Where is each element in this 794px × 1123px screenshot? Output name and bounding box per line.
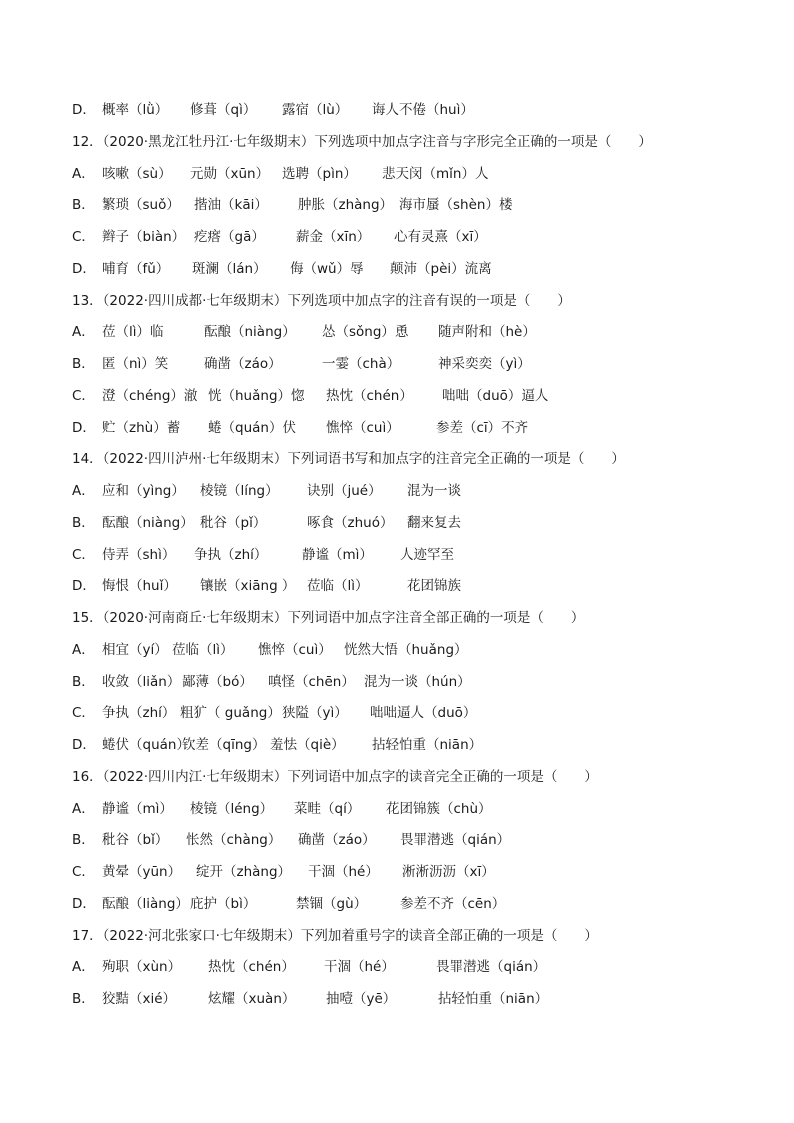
option-term: 匿（nì）笑 <box>102 356 169 372</box>
option-term: 怅然（chàng） <box>186 832 282 849</box>
option-term: 拈轻怕重（niān） <box>438 991 549 1007</box>
option-term: 收敛（liǎn） <box>102 673 181 690</box>
option-term: 酝酿（niàng） <box>204 324 296 341</box>
option-term: 修葺（qì） <box>190 102 257 118</box>
option-term: 诀别（jué） <box>307 483 382 499</box>
question-stem <box>72 131 652 153</box>
question-text: 17．（2022·河北张家口·七年级期末）下列加着重号字的读音全部正确的一项是（ ） <box>72 927 598 944</box>
option-term: 干涸（hé） <box>308 864 379 880</box>
option-term: 颠沛（pèi）流离 <box>390 260 492 277</box>
option-label: D． <box>72 102 96 118</box>
option-term: 钦差（qīng） <box>182 737 266 753</box>
option-term: 相宜（yí） <box>102 641 168 658</box>
option-term: 元勋（xūn） <box>190 165 270 182</box>
option-term: 憔悴（cuì） <box>258 641 332 658</box>
option-term: 畏罪潜逃（qián） <box>400 832 511 849</box>
option-label: A． <box>72 165 95 182</box>
option-term: 热忱（chén） <box>326 387 413 404</box>
option-term: 镶嵌（xiāng ） <box>200 578 296 595</box>
option-term: 心有灵熹（xī） <box>394 229 487 245</box>
option-term: 咳嗽（sù） <box>102 165 172 182</box>
option-term: 嗔怪（chēn） <box>268 673 355 690</box>
option-term: 花团锦族 <box>407 578 461 595</box>
option-term: 揩油（kāi） <box>194 197 268 214</box>
option-term: 悔恨（huǐ） <box>102 578 177 595</box>
option-label: D． <box>72 419 96 436</box>
option-term: 侮（wǔ）辱 <box>290 260 364 277</box>
option-term: 狭隘（yì） <box>282 705 348 722</box>
option-label: C． <box>72 546 95 563</box>
option-term: 羞怯（qiè） <box>270 737 345 753</box>
option-term: 争执（zhí） <box>102 705 176 722</box>
option-term: 狡黠（xié） <box>102 991 177 1007</box>
question-text: 13．（2022·四川成都·七年级期末）下列选项中加点字的注音有误的一项是（ ） <box>72 292 571 309</box>
option-label: C． <box>72 229 95 245</box>
option-label: A． <box>72 324 95 341</box>
option-term: 禁锢（gù） <box>296 895 368 912</box>
option-label: A． <box>72 959 95 976</box>
option-term: 诲人不倦（huì） <box>372 102 474 118</box>
option-term: 哺育（fǔ） <box>102 260 170 277</box>
option-term: 热忱（chén） <box>208 959 295 976</box>
option-term: 莅临（lì） <box>307 578 369 595</box>
option-term: 翻来复去 <box>407 514 461 531</box>
option-label: B． <box>72 356 95 372</box>
option-term: 繁琐（suǒ） <box>102 197 180 214</box>
option-term: 蜷（quán）伏 <box>208 419 296 436</box>
option-label: C． <box>72 705 95 722</box>
option-term: 菜畦（qí） <box>294 800 361 817</box>
option-term: 蜷伏（quán） <box>102 737 190 753</box>
option-label: B． <box>72 991 95 1007</box>
question-text: 12．（2020·黑龙江牡丹江·七年级期末）下列选项中加点字注音与字形完全正确的一项是（ ） <box>72 133 652 150</box>
option-term: 肿胀（zhàng） <box>298 197 394 214</box>
option-term: 确凿（záo） <box>204 356 282 372</box>
option-term: 一霎（chà） <box>322 356 401 372</box>
option-label: D． <box>72 578 96 595</box>
option-term: 怂（sǒng）恿 <box>322 324 409 341</box>
option-term: 选聘（pìn） <box>282 165 357 182</box>
option-label: A． <box>72 483 95 499</box>
option-term: 啄食（zhuó） <box>307 514 394 531</box>
option-term: 棱镜（léng） <box>190 800 274 817</box>
option-term: 悲天闵（mǐn）人 <box>382 165 489 182</box>
option-label: D． <box>72 895 96 912</box>
option-term: 随声附和（hè） <box>438 324 536 341</box>
option-term: 辫子（biàn） <box>102 229 186 245</box>
option-label: A． <box>72 800 95 817</box>
option-term: 参差不齐（cēn） <box>400 895 506 912</box>
option-term: 粗犷（ guǎng） <box>180 705 281 722</box>
option-label: A． <box>72 641 95 658</box>
option-term: 莅临（lì） <box>172 641 234 658</box>
option-term: 混为一谈 <box>407 483 461 499</box>
option-term: 咄咄逼人（duō） <box>370 705 477 722</box>
option-term: 侍弄（shì） <box>102 546 176 563</box>
option-label: B． <box>72 514 95 531</box>
option-term: 畏罪潜逃（qián） <box>436 959 547 976</box>
option-term: 确凿（záo） <box>298 832 376 849</box>
option-term: 静谧（mì） <box>102 800 173 817</box>
option-label: B． <box>72 832 95 849</box>
option-term: 薪金（xīn） <box>296 229 371 245</box>
option-term: 酝酿（niàng） <box>102 514 194 531</box>
option-term: 秕谷（pǐ） <box>200 514 267 531</box>
option-term: 参差（cī）不齐 <box>436 419 529 436</box>
option-term: 酝酿（liàng） <box>102 895 189 912</box>
option-term: 静谧（mì） <box>302 546 373 563</box>
option-term: 海市蜃（shèn）楼 <box>399 197 513 214</box>
option-term: 抽噎（yē） <box>326 991 397 1007</box>
option-term: 棱镜（líng） <box>200 483 279 499</box>
option-term: 疙瘩（gā） <box>194 229 265 245</box>
question-text: 16．（2022·四川内江·七年级期末）下列词语中加点字的读音完全正确的一项是（ ） <box>72 768 598 785</box>
option-term: 拈轻怕重（niān） <box>372 737 483 753</box>
question-stem <box>72 925 598 947</box>
option-term: 露宿（lù） <box>282 102 349 118</box>
option-term: 应和（yìng） <box>102 483 185 499</box>
option-term: 斑澜（lán） <box>192 260 267 277</box>
option-term: 炫耀（xuàn） <box>208 991 296 1007</box>
option-term: 鄙薄（bó） <box>182 673 253 690</box>
option-term: 混为一谈（hún） <box>364 673 471 690</box>
question-stem <box>72 766 598 788</box>
option-term: 恍然大悟（huǎng） <box>344 641 468 658</box>
option-term: 概率（lǜ） <box>102 102 169 118</box>
option-term: 淅淅沥沥（xī） <box>402 864 495 880</box>
option-label: D． <box>72 737 96 753</box>
option-label: C． <box>72 387 95 404</box>
option-label: B． <box>72 673 95 690</box>
option-term: 人迹罕至 <box>400 546 454 563</box>
option-term: 咄咄（duō）逼人 <box>442 387 549 404</box>
option-term: 花团锦簇（chù） <box>386 800 492 817</box>
option-term: 憔悴（cuì） <box>326 419 400 436</box>
option-term: 贮（zhù）蓄 <box>102 419 181 436</box>
option-label: B． <box>72 197 95 214</box>
option-term: 恍（huǎng）惚 <box>208 387 305 404</box>
option-term: 争执（zhí） <box>194 546 268 563</box>
option-term: 干涸（hé） <box>324 959 395 976</box>
option-term: 殉职（xùn） <box>102 959 182 976</box>
question-text: 15．（2020·河南商丘·七年级期末）下列词语中加点字注音全部正确的一项是（ ） <box>72 610 585 626</box>
option-term: 澄（chéng）澈 <box>102 387 198 404</box>
option-label: D． <box>72 260 96 277</box>
option-term: 神采奕奕（yì） <box>438 356 531 372</box>
option-term: 庇护（bì） <box>190 895 257 912</box>
question-stem <box>72 448 625 470</box>
question-stem <box>72 607 584 629</box>
option-term: 秕谷（bǐ） <box>102 832 169 849</box>
option-term: 绽开（zhàng） <box>196 864 292 880</box>
question-stem <box>72 290 571 312</box>
question-text: 14．（2022·四川泸州·七年级期末）下列词语书写和加点字的注音完全正确的一项是（ ） <box>72 451 625 468</box>
option-term: 黄晕（yūn） <box>102 864 182 880</box>
option-term: 莅（lì）临 <box>102 324 164 341</box>
option-label: C． <box>72 864 95 880</box>
